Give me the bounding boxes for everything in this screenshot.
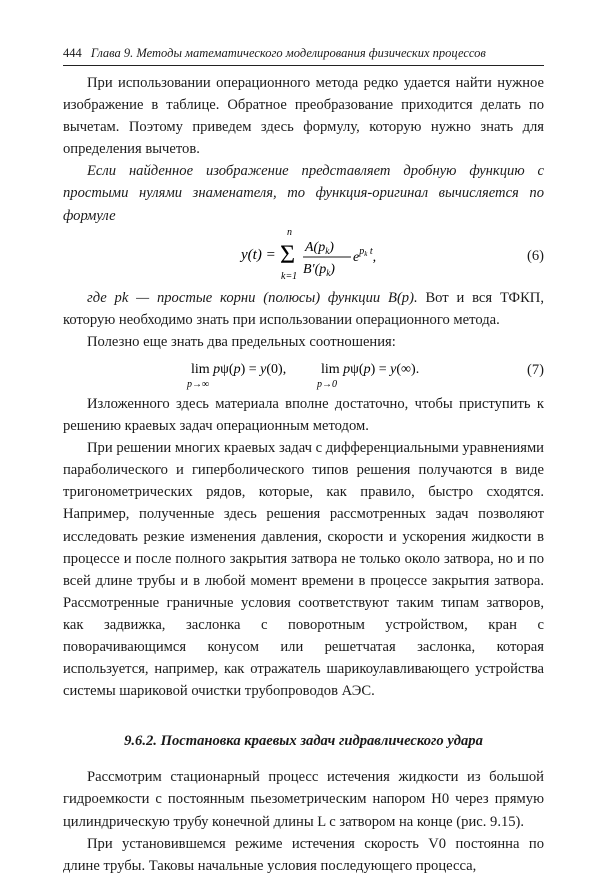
paragraph: Рассмотрим стационарный процесс истечения жидкости из большой гидроемкости с постоянным пьезометрическим напором H0 через прямую цилиндрическую трубу конечной длины L с затвором на конце (рис. 9.15). [63, 769, 544, 830]
formula-6 [63, 227, 544, 287]
page-number: 444 [63, 46, 82, 60]
paragraph-italic: Если найденное изображение представляет дробную функцию с простыми нулями знаменателя, то функция-оригинал вычисляется по формуле [63, 163, 544, 224]
paragraph [63, 287, 544, 331]
chapter-title: Глава 9. Методы математического моделирования физических процессов [90, 46, 486, 60]
formula-6-graphic [233, 227, 533, 287]
formula-7-number: (7) [526, 361, 544, 378]
formula-7-right-lim: lim pψ(p) = y(∞). [321, 361, 420, 377]
text-fragment: Вот и вся ТФКП, которую необходимо знать при использовании операционного метода. [63, 289, 544, 328]
sigma-symbol: Σ [280, 239, 296, 269]
formula-7-left-lim: lim pψ(p) = y(0), [191, 361, 287, 377]
formula-6-exp: $e^pk$ t, [353, 245, 377, 265]
running-header [63, 46, 544, 66]
paragraph: При решении многих краевых задач с дифференциальными уравнениями параболического и гиперболического типов решения получаются в виде тригонометрических рядов, которые, как правило, быстро сходятся. Например, полученные здесь решения рассмотренных задач позволяют исследовать резкие изменения давления, скорости и ускорения жидкости в процессе и после полного закрытия затвора не только около затвора, но и по всей длине трубы и в любой момент времени в процессе закрытия затвора. Рассмотренные граничные условия соответствуют таким типам затворов, как задвижка, заслонка с поворотным устройством, кран с поворачивающимся конусом или решетчатая заслонка, которая используется, например, как отражатель шарикоулавливающего устройства системы шариковой очистки трубопроводов АЭС. [63, 440, 544, 700]
formula-7-graphic [181, 353, 481, 393]
paragraph: При использовании операционного метода редко удается найти нужное изображение в таблице. Обратное преобразование приходится делать по вычетам. Поэтому приведем здесь формулу, которую нужно знать для определения вычетов. [63, 75, 544, 158]
formula-6-sum-top: n [287, 226, 292, 238]
formula-6-sum-bottom: k=1 [281, 270, 298, 282]
italic-fragment: где pk — простые корни (полюсы) функции B(p). [87, 289, 418, 306]
formula-6-numerator: $A(p_k)$ [305, 239, 334, 256]
paragraph: При установившемся режиме истечения скорость V0 постоянна по длине трубы. Таковы начальные условия последующего процесса, [63, 835, 544, 874]
formula-7 [63, 353, 544, 393]
formula-6-denominator: $B'(p_k)$ [303, 261, 335, 278]
formula-6-lhs: y(t) = [241, 246, 276, 263]
formula-6-number: (6) [526, 247, 544, 264]
paragraph: Полезно еще знать два предельных соотношения: [87, 333, 396, 350]
section-title: 9.6.2. Постановка краевых задач гидравлического удара [124, 733, 483, 750]
formula-7-right-sub: p→0 [317, 378, 337, 390]
formula-7-left-sub: p→∞ [187, 378, 210, 390]
page-body [63, 72, 544, 877]
paragraph: Изложенного здесь материала вполне достаточно, чтобы приступить к решению краевых задач операционным методом. [63, 395, 544, 435]
